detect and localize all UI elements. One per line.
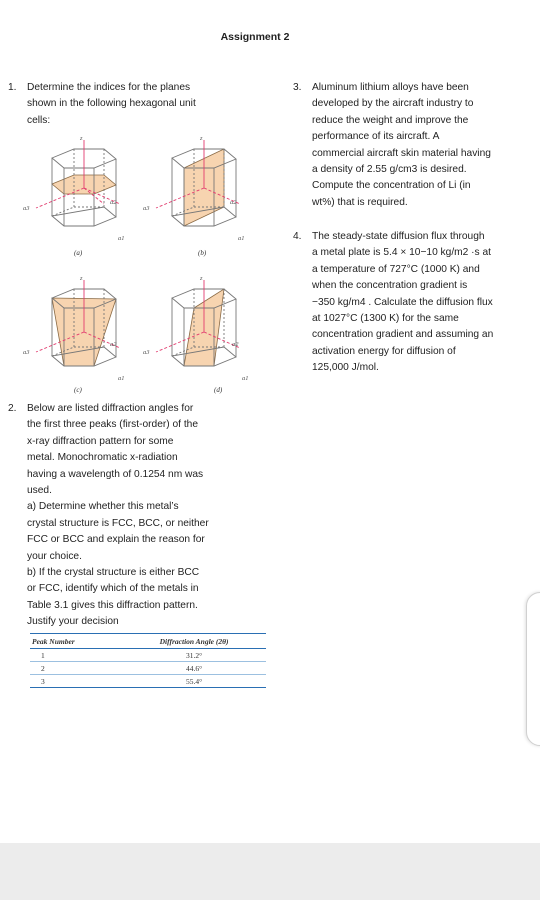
axis-label-a2: a2: [110, 199, 117, 206]
question-line: when the concentration gradient is: [312, 280, 468, 292]
table-row: [30, 675, 266, 688]
figure-caption-c: (c): [74, 386, 82, 394]
hex-cell-figure-d: [142, 272, 262, 384]
question-line: the first three peaks (first-order) of the: [27, 419, 198, 431]
column-header-peak-number: Peak Number: [30, 634, 122, 649]
figure-caption-d: (d): [214, 386, 223, 394]
hex-cell-figure-a: [22, 132, 142, 244]
question-line: metal. Monochromatic x-radiation: [27, 452, 178, 464]
page-title: Assignment 2: [220, 31, 290, 43]
axis-label-z: z: [200, 275, 203, 282]
axis-label-a2: a2: [230, 199, 237, 206]
question-line: having a wavelength of 0.1254 nm was: [27, 468, 204, 480]
axis-label-z: z: [200, 135, 203, 142]
question-line: Table 3.1 gives this diffraction pattern.: [27, 599, 198, 611]
figure-caption-a: (a): [74, 249, 83, 257]
axis-label-a3: a3: [23, 349, 30, 356]
table-row: [30, 662, 266, 675]
axis-label-a1: a1: [118, 235, 125, 242]
question-line: Aluminum lithium alloys have been: [312, 82, 469, 93]
axis-label-a2: a2: [110, 341, 117, 348]
diffraction-angle-cell: 31.2°: [122, 649, 266, 662]
question-line: a metal plate is 5.4 × 10−10 kg/m2 ·s at: [312, 247, 491, 259]
question-line: x-ray diffraction pattern for some: [27, 435, 174, 447]
diffraction-angle-cell: 55.4°: [122, 675, 266, 688]
question-line: The steady-state diffusion flux through: [312, 231, 485, 242]
column-header-diffraction-angle: Diffraction Angle (2θ): [122, 634, 266, 649]
axis-label-z: z: [80, 135, 83, 142]
question-line: crystal structure is FCC, BCC, or neither: [27, 517, 209, 529]
question-number: 4.: [293, 231, 302, 242]
question-line: a density of 2.55 g/cm3 is desired.: [312, 164, 467, 176]
question-line: −350 kg/m4 . Calculate the diffusion flux: [312, 296, 493, 308]
question-line: performance of its aircraft. A: [312, 131, 440, 143]
axis-label-a3: a3: [143, 205, 150, 212]
question-line: your choice.: [27, 550, 82, 562]
question-line: shown in the following hexagonal unit: [27, 98, 196, 110]
diffraction-angle-cell: 44.6°: [122, 662, 266, 675]
diffraction-table: [30, 633, 266, 688]
side-panel-tab[interactable]: [526, 592, 540, 746]
question-line: wt%) that is required.: [312, 196, 408, 208]
question-line: Determine the indices for the planes: [27, 82, 191, 93]
question-line: activation energy for diffusion of: [312, 345, 456, 357]
question-4: [293, 229, 534, 377]
question-number: 3.: [293, 82, 302, 93]
question-line: a) Determine whether this metal’s: [27, 501, 179, 513]
question-line: concentration gradient and assuming an: [312, 329, 494, 341]
table-row: [30, 649, 266, 662]
question-line: b) If the crystal structure is either BCC: [27, 567, 200, 579]
hex-cell-figure-c: [22, 272, 142, 384]
question-line: developed by the aircraft industry to: [312, 98, 474, 110]
table-header-row: [30, 634, 266, 649]
axis-label-a3: a3: [143, 349, 150, 356]
question-line: Compute the concentration of Li (in: [312, 180, 471, 192]
question-line: Justify your decision: [27, 616, 119, 628]
peak-number-cell: 1: [30, 649, 122, 662]
question-line: 125,000 J/mol.: [312, 362, 379, 374]
question-line: or FCC, identify which of the metals in: [27, 583, 199, 595]
question-1: [8, 80, 257, 129]
axis-label-a3: a3: [23, 205, 30, 212]
question-line: used.: [27, 485, 52, 497]
question-line: a temperature of 727°C (1000 K) and: [312, 263, 480, 275]
question-2: [8, 401, 257, 631]
question-line: cells:: [27, 114, 51, 126]
figure-caption-b: (b): [198, 249, 207, 257]
axis-label-a2: a2: [232, 341, 239, 348]
question-line: commercial aircraft skin material having: [312, 147, 491, 159]
axis-label-z: z: [80, 275, 83, 282]
question-line: at 1027°C (1300 K) for the same: [312, 313, 459, 325]
question-line: FCC or BCC and explain the reason for: [27, 534, 205, 546]
hex-cell-figure-b: [142, 132, 262, 244]
axis-label-a1: a1: [238, 235, 245, 242]
peak-number-cell: 3: [30, 675, 122, 688]
question-line: reduce the weight and improve the: [312, 114, 469, 126]
axis-label-a1: a1: [242, 375, 249, 382]
question-number: 1.: [8, 82, 17, 93]
question-3: [293, 80, 534, 211]
question-line: Below are listed diffraction angles for: [27, 403, 194, 414]
footer-band: [0, 843, 540, 900]
peak-number-cell: 2: [30, 662, 122, 675]
question-number: 2.: [8, 403, 17, 414]
axis-label-a1: a1: [118, 375, 125, 382]
